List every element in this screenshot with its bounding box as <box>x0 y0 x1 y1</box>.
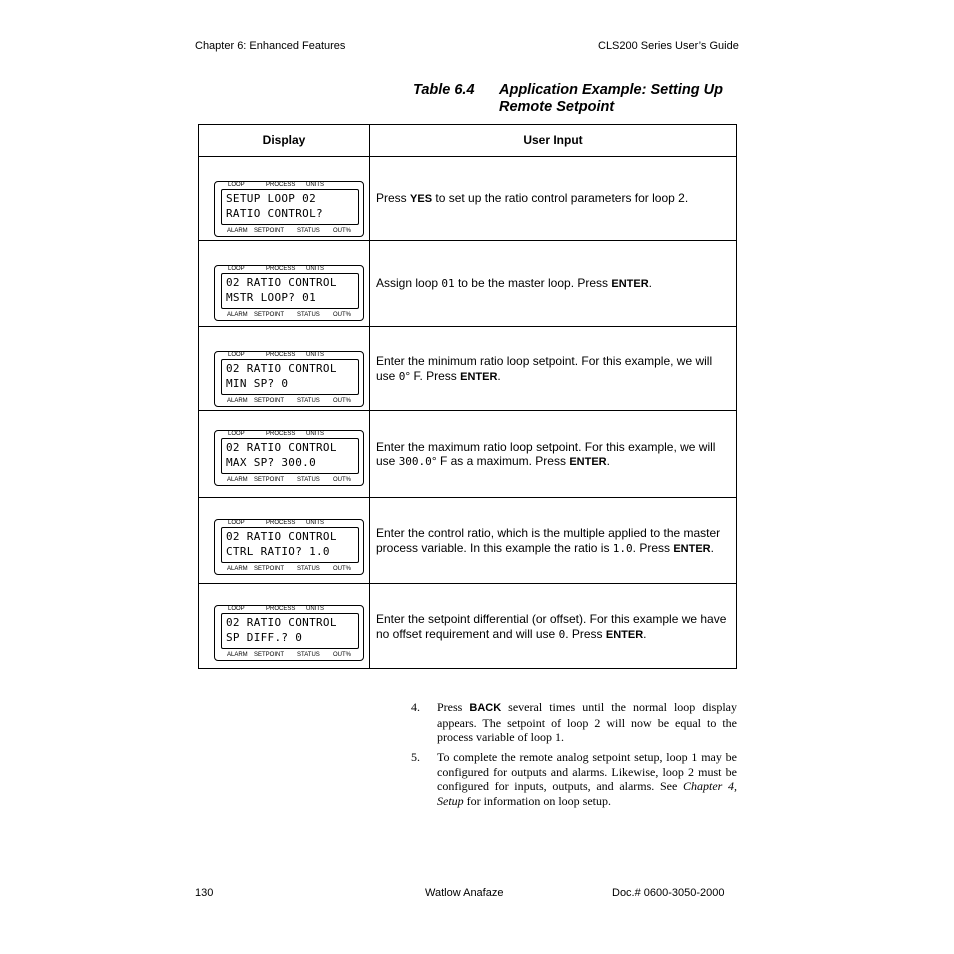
lcd-screen <box>221 273 359 309</box>
display-value: 0 <box>558 627 566 641</box>
text-run: to be the master loop. Press <box>454 276 612 290</box>
text-run: . <box>648 276 652 290</box>
procedure-step <box>411 750 737 808</box>
lcd-display <box>214 351 364 407</box>
text-run: . <box>606 454 610 468</box>
lcd-label-loop: LOOP <box>228 182 245 188</box>
row-divider <box>199 410 736 411</box>
lcd-line1: 02 RATIO CONTROL <box>226 362 337 375</box>
lcd-label-status: STATUS <box>297 477 320 483</box>
lcd-label-out: OUT% <box>333 312 351 318</box>
user-input-text <box>376 191 731 207</box>
lcd-label-setpoint: SETPOINT <box>254 477 285 483</box>
lcd-label-units: UNITS <box>306 352 324 358</box>
user-input-text <box>376 354 731 384</box>
user-input-text <box>376 276 731 292</box>
lcd-line2: MIN SP? 0 <box>226 377 289 390</box>
key-label: ENTER <box>605 628 644 641</box>
text-run: . <box>710 540 714 555</box>
table-number: Table 6.4 <box>413 82 475 98</box>
lcd-display <box>214 605 364 661</box>
column-divider <box>369 125 370 668</box>
lcd-screen <box>221 189 359 225</box>
lcd-label-alarm: ALARM <box>227 312 248 318</box>
display-value: 1.0 <box>612 541 633 555</box>
text-run: ° F. Press <box>405 368 461 383</box>
text-run: . <box>643 626 647 641</box>
lcd-label-setpoint: SETPOINT <box>254 652 285 658</box>
setup-table <box>198 124 737 669</box>
text-run: Assign loop <box>376 276 442 290</box>
lcd-line1: SETUP LOOP 02 <box>226 192 316 205</box>
lcd-label-setpoint: SETPOINT <box>254 228 285 234</box>
key-label: ENTER <box>569 456 607 468</box>
lcd-screen <box>221 438 359 474</box>
lcd-label-out: OUT% <box>333 477 351 483</box>
step-number: 5. <box>411 750 420 764</box>
lcd-line2: MAX SP? 300.0 <box>226 456 316 469</box>
lcd-display <box>214 265 364 321</box>
procedure-step <box>411 700 737 745</box>
text-run: . Press <box>565 626 606 641</box>
key-label: YES <box>410 193 433 205</box>
footer-doc-number: Doc.# 0600-3050-2000 <box>612 887 725 899</box>
text-run: . <box>497 368 501 383</box>
key-label: ENTER <box>673 542 711 555</box>
footer-company: Watlow Anafaze <box>425 887 504 899</box>
step-text <box>437 750 737 808</box>
lcd-line2: RATIO CONTROL? <box>226 207 323 220</box>
lcd-label-process: PROCESS <box>266 606 296 612</box>
row-divider <box>199 583 736 584</box>
lcd-line2: CTRL RATIO? 1.0 <box>226 545 330 558</box>
lcd-screen <box>221 527 359 563</box>
text-run: . Press <box>632 540 674 555</box>
chapter-reference: Chapter 4, Setup <box>437 779 737 808</box>
lcd-label-loop: LOOP <box>228 520 245 526</box>
lcd-label-process: PROCESS <box>266 182 296 188</box>
running-header-chapter: Chapter 6: Enhanced Features <box>195 40 346 52</box>
lcd-label-status: STATUS <box>297 312 320 318</box>
lcd-label-status: STATUS <box>297 228 320 234</box>
lcd-label-units: UNITS <box>306 606 324 612</box>
lcd-label-out: OUT% <box>333 398 351 404</box>
lcd-label-alarm: ALARM <box>227 652 248 658</box>
text-run: Enter the maximum ratio loop setpoint. For this example, we will use <box>376 439 716 468</box>
lcd-label-setpoint: SETPOINT <box>254 566 285 572</box>
lcd-line1: 02 RATIO CONTROL <box>226 616 337 629</box>
user-input-text <box>376 440 731 470</box>
table-title: Application Example: Setting Up Remote Setpoint <box>499 82 723 115</box>
lcd-line2: SP DIFF.? 0 <box>226 631 303 644</box>
lcd-line1: 02 RATIO CONTROL <box>226 530 337 543</box>
text-run: ° F as a maximum. Press <box>431 454 570 468</box>
lcd-line1: 02 RATIO CONTROL <box>226 441 337 454</box>
row-divider <box>199 326 736 327</box>
lcd-label-setpoint: SETPOINT <box>254 398 285 404</box>
display-value: 01 <box>441 277 455 290</box>
lcd-label-alarm: ALARM <box>227 566 248 572</box>
user-input-text <box>376 612 731 642</box>
lcd-label-units: UNITS <box>306 431 324 437</box>
lcd-display <box>214 519 364 575</box>
lcd-label-out: OUT% <box>333 228 351 234</box>
lcd-label-process: PROCESS <box>266 520 296 526</box>
row-divider <box>199 497 736 498</box>
lcd-label-setpoint: SETPOINT <box>254 312 285 318</box>
lcd-label-loop: LOOP <box>228 431 245 437</box>
lcd-line1: 02 RATIO CONTROL <box>226 276 337 289</box>
lcd-label-units: UNITS <box>306 266 324 272</box>
text-run: Enter the setpoint differential (or offset). For this example we have no offset requirement and will use <box>376 612 727 641</box>
text-run: Press <box>437 700 470 714</box>
lcd-label-loop: LOOP <box>228 606 245 612</box>
step-text <box>437 700 737 745</box>
key-label: BACK <box>469 702 502 714</box>
lcd-label-loop: LOOP <box>228 352 245 358</box>
lcd-label-status: STATUS <box>297 652 320 658</box>
column-header-display: Display <box>262 133 306 147</box>
lcd-label-units: UNITS <box>306 182 324 188</box>
lcd-label-process: PROCESS <box>266 266 296 272</box>
text-run: Press <box>376 191 411 205</box>
text-run: To complete the remote analog setpoint setup, loop 1 may be configured for outputs and alarms. Likewise, loop 2 must be configured for inputs, outputs, and alarms. See <box>437 750 737 793</box>
display-value: 300.0 <box>398 455 432 468</box>
step-number: 4. <box>411 700 420 714</box>
text-run: several times until the normal loop display appears. The setpoint of loop 2 will now be equal to the process variable of loop 1. <box>437 700 737 744</box>
running-header-guide-title: CLS200 Series User’s Guide <box>598 40 739 52</box>
lcd-display <box>214 430 364 486</box>
lcd-label-alarm: ALARM <box>227 228 248 234</box>
row-divider <box>199 156 736 157</box>
lcd-label-process: PROCESS <box>266 431 296 437</box>
user-input-text <box>376 526 731 556</box>
lcd-screen <box>221 359 359 395</box>
text-run: Enter the control ratio, which is the multiple applied to the master process variable. In this example the ratio is <box>376 526 721 555</box>
lcd-label-alarm: ALARM <box>227 477 248 483</box>
lcd-label-status: STATUS <box>297 566 320 572</box>
lcd-label-alarm: ALARM <box>227 398 248 404</box>
key-label: ENTER <box>611 278 649 290</box>
text-run: Enter the minimum ratio loop setpoint. For this example, we will use <box>376 354 713 383</box>
page-number: 130 <box>195 887 214 899</box>
display-value: 0 <box>398 369 406 383</box>
lcd-label-process: PROCESS <box>266 352 296 358</box>
lcd-label-status: STATUS <box>297 398 320 404</box>
row-divider <box>199 240 736 241</box>
column-header-user-input: User Input <box>523 133 583 147</box>
lcd-label-loop: LOOP <box>228 266 245 272</box>
key-label: ENTER <box>460 370 498 383</box>
lcd-label-out: OUT% <box>333 652 351 658</box>
text-run: to set up the ratio control parameters for loop 2. <box>432 191 689 205</box>
lcd-line2: MSTR LOOP? 01 <box>226 291 316 304</box>
lcd-label-units: UNITS <box>306 520 324 526</box>
lcd-screen <box>221 613 359 649</box>
lcd-label-out: OUT% <box>333 566 351 572</box>
lcd-display <box>214 181 364 237</box>
text-run: for information on loop setup. <box>463 793 611 808</box>
